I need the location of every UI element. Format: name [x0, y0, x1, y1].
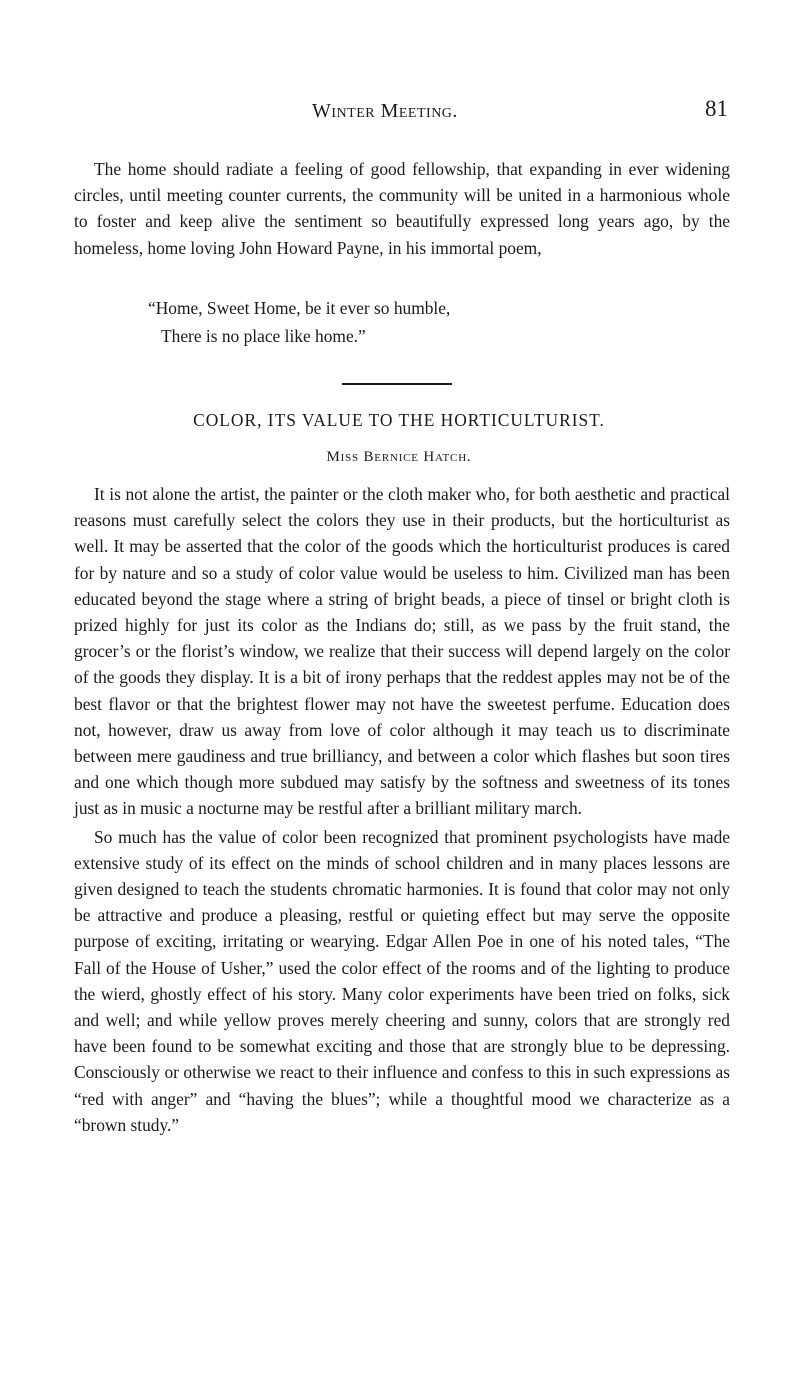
intro-section [74, 156, 730, 261]
article-author: Miss Bernice Hatch. [326, 449, 472, 465]
poem-quote [148, 294, 450, 350]
poem-line: “Home, Sweet Home, be it ever so humble, [148, 298, 451, 318]
article-body [74, 481, 730, 1138]
page-number: 81 [705, 96, 728, 121]
running-head [0, 96, 798, 130]
section-divider [342, 383, 452, 385]
poem-line: There is no place like home.” [161, 326, 366, 346]
body-paragraph: It is not alone the artist, the painter or the cloth maker who, for both aesthetic and practical reasons must carefully select the colors they use in their products, but the horticulturist as well. It may be asserted that the color of the goods which the horticulturist produces is cared for by nature and so a study of color value would be useless to him. Civilized man has been educated beyond the stage where a string of bright beads, a piece of tinsel or bright cloth is prized highly for just its color as the Indians do; still, as we pass by the fruit stand, the grocer’s or the florist’s window, we realize that their success will depend largely on the color of the goods they display. It is a bit of irony perhaps that the reddest apples may not be of the best flavor or that the brightest flower may not have the sweetest perfume. Education does not, however, draw us away from love of color although it may teach us to discriminate between mere gaudiness and true brilliancy, and between a color which flashes but soon tires and one which though more subdued may satisfy by the softness and sweetness of its tones just as in music a nocturne may be restful after a brilliant military march. [74, 484, 730, 819]
article-title: COLOR, ITS VALUE TO THE HORTICULTURIST. [193, 410, 605, 430]
running-title: Winter Meeting. [312, 100, 458, 122]
body-paragraph: So much has the value of color been recognized that prominent psychologists have made extensive study of its effect on the minds of school children and in many places lessons are given designed to teach the students chromatic harmonies. It is found that color may not only be attractive and produce a pleasing, restful or quieting effect but may serve the opposite purpose of exciting, irritating or wearying. Edgar Allen Poe in one of his noted tales, “The Fall of the House of Usher,” used the color effect of the rooms and of the lighting to produce the wierd, ghostly effect of his story. Many color experiments have been tried on folks, sick and well; and while yellow proves merely cheering and sunny, colors that are strongly red have been found to be somewhat exciting and those that are strongly blue to be depressing. Consciously or otherwise we react to their influence and confess to this in such expressions as “red with anger” and “having the blues”; while a thoughtful mood we characterize as a “brown study.” [74, 826, 730, 1135]
intro-paragraph: The home should radiate a feeling of good fellowship, that expanding in ever widening circles, until meeting counter currents, the community will be united in a harmonious whole to foster and keep alive the sentiment so beautifully expressed long years ago, by the homeless, home loving John Howard Payne, in his immortal poem, [74, 159, 730, 258]
